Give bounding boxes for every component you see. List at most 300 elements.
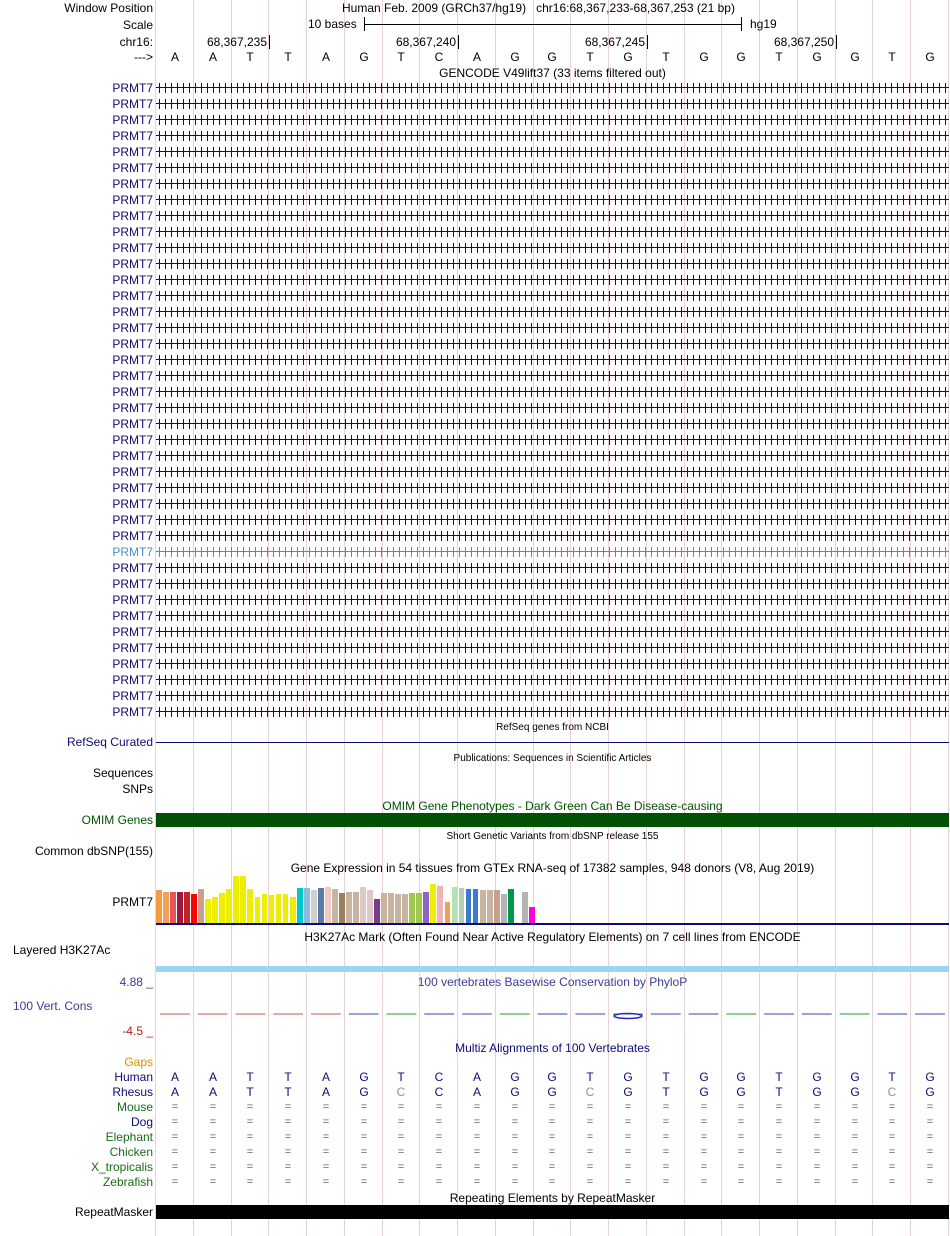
multiz-match-mark: = (775, 1161, 783, 1173)
base-letter: A (321, 50, 330, 64)
gencode-transcript[interactable] (156, 611, 949, 621)
position-text: chr16:68,367,233-68,367,253 (21 bp) (536, 1, 735, 15)
gtex-bar[interactable] (269, 895, 275, 923)
multiz-match-mark: = (662, 1146, 670, 1158)
base-letter: T (586, 50, 594, 64)
multiz-rhesus-base: T (662, 1085, 670, 1099)
gtex-bar[interactable] (177, 892, 183, 923)
gtex-bar[interactable] (226, 889, 232, 923)
gtex-bar[interactable] (163, 892, 169, 923)
scale-bar-right (741, 17, 742, 31)
gencode-transcript-label[interactable]: PRMT7 (112, 273, 153, 287)
multiz-species-label[interactable]: Rhesus (112, 1085, 153, 1099)
multiz-match-mark: = (700, 1101, 708, 1113)
gencode-transcript-label[interactable]: PRMT7 (112, 97, 153, 111)
gencode-transcript-label[interactable]: PRMT7 (112, 289, 153, 303)
gencode-transcript-label[interactable]: PRMT7 (112, 177, 153, 191)
multiz-rhesus-base: G (359, 1085, 369, 1099)
gtex-bar[interactable] (459, 888, 465, 923)
multiz-match-mark: = (435, 1176, 443, 1188)
base-letter: G (359, 50, 369, 64)
multiz-rhesus-base: G (510, 1085, 520, 1099)
gencode-transcript[interactable] (156, 131, 949, 141)
multiz-human-base: G (925, 1070, 935, 1084)
gencode-transcript-label[interactable]: PRMT7 (112, 657, 153, 671)
gencode-transcript[interactable] (156, 195, 949, 205)
multiz-species-label[interactable]: Dog (130, 1115, 153, 1129)
gencode-transcript-label[interactable]: PRMT7 (112, 305, 153, 319)
multiz-match-mark: = (737, 1146, 745, 1158)
gtex-bar[interactable] (297, 888, 303, 923)
gtex-bar[interactable] (515, 892, 521, 923)
gtex-bar[interactable] (198, 889, 204, 923)
dbsnp-title[interactable]: Short Genetic Variants from dbSNP release 155 (446, 831, 659, 842)
gencode-transcript-label[interactable]: PRMT7 (112, 705, 153, 719)
gencode-transcript[interactable] (156, 355, 949, 365)
publications-snps-label[interactable]: SNPs (122, 782, 153, 796)
scale-text: 10 bases (308, 17, 357, 31)
gencode-transcript-label[interactable]: PRMT7 (112, 129, 153, 143)
gencode-transcript[interactable] (156, 563, 949, 573)
gencode-transcript-label[interactable]: PRMT7 (112, 241, 153, 255)
gencode-transcript[interactable] (156, 275, 949, 285)
h3k27ac-label[interactable]: Layered H3K27Ac (13, 943, 111, 957)
multiz-human-base: T (397, 1070, 405, 1084)
repeat-title[interactable]: Repeating Elements by RepeatMasker (449, 1191, 656, 1205)
multiz-match-mark: = (737, 1131, 745, 1143)
refseq-title[interactable]: RefSeq genes from NCBI (496, 722, 609, 733)
gencode-transcript[interactable] (156, 83, 949, 93)
base-letter: T (246, 50, 254, 64)
multiz-species-label[interactable]: Elephant (105, 1130, 153, 1144)
multiz-match-mark: = (473, 1176, 481, 1188)
gencode-transcript-label[interactable]: PRMT7 (112, 481, 153, 495)
multiz-species-label[interactable]: Human (114, 1070, 153, 1084)
repeat-label[interactable]: RepeatMasker (74, 1205, 153, 1219)
multiz-match-mark: = (360, 1146, 368, 1158)
multiz-rhesus-base: T (284, 1085, 292, 1099)
gencode-transcript-label[interactable]: PRMT7 (112, 641, 153, 655)
gtex-bar[interactable] (240, 876, 246, 923)
gencode-transcript-label[interactable]: PRMT7 (112, 465, 153, 479)
gencode-transcript-label[interactable]: PRMT7 (112, 561, 153, 575)
gtex-bar[interactable] (283, 894, 289, 923)
multiz-match-mark: = (775, 1131, 783, 1143)
ruler-tick-mark (836, 35, 837, 49)
multiz-match-mark: = (662, 1176, 670, 1188)
multiz-match-mark: = (511, 1176, 519, 1188)
gtex-bar[interactable] (508, 889, 514, 923)
gencode-transcript-label[interactable]: PRMT7 (112, 193, 153, 207)
gtex-bar[interactable] (325, 887, 331, 923)
multiz-match-mark: = (586, 1176, 594, 1188)
multiz-match-mark: = (246, 1161, 254, 1173)
gtex-bar[interactable] (318, 888, 324, 923)
multiz-match-mark: = (473, 1131, 481, 1143)
gtex-bar[interactable] (360, 887, 366, 923)
gencode-transcript-label[interactable]: PRMT7 (112, 497, 153, 511)
multiz-match-mark: = (586, 1101, 594, 1113)
multiz-match-mark: = (284, 1161, 292, 1173)
multiz-match-mark: = (662, 1101, 670, 1113)
gtex-bar[interactable] (430, 884, 436, 923)
multiz-match-mark: = (511, 1116, 519, 1128)
gencode-transcript[interactable] (156, 691, 949, 701)
gencode-transcript-label[interactable]: PRMT7 (112, 689, 153, 703)
gtex-bar[interactable] (529, 907, 535, 923)
gencode-transcript-label[interactable]: PRMT7 (112, 225, 153, 239)
gencode-transcript-label[interactable]: PRMT7 (112, 529, 153, 543)
gencode-transcript-label[interactable]: PRMT7 (112, 209, 153, 223)
gencode-transcript-label[interactable]: PRMT7 (112, 625, 153, 639)
multiz-species-label[interactable]: Zebrafish (102, 1175, 153, 1189)
multiz-match-mark: = (548, 1146, 556, 1158)
multiz-match-mark: = (813, 1146, 821, 1158)
gtex-bar[interactable] (416, 893, 422, 923)
gencode-transcript[interactable] (156, 179, 949, 189)
multiz-match-mark: = (926, 1176, 934, 1188)
gtex-bar[interactable] (212, 897, 218, 923)
multiz-match-mark: = (813, 1101, 821, 1113)
cons-label[interactable]: 100 Vert. Cons (13, 999, 93, 1013)
multiz-match-mark: = (813, 1161, 821, 1173)
gencode-transcript[interactable] (156, 531, 949, 541)
multiz-human-base: T (662, 1070, 670, 1084)
gencode-transcript[interactable] (156, 403, 949, 413)
multiz-match-mark: = (171, 1161, 179, 1173)
gencode-transcript-label[interactable]: PRMT7 (112, 609, 153, 623)
multiz-match-mark: = (700, 1146, 708, 1158)
gencode-transcript-label[interactable]: PRMT7 (112, 593, 153, 607)
omim-label[interactable]: OMIM Genes (81, 813, 153, 827)
multiz-match-mark: = (888, 1116, 896, 1128)
gtex-bar[interactable] (255, 897, 261, 923)
multiz-match-mark: = (284, 1131, 292, 1143)
gencode-transcript[interactable] (156, 707, 949, 717)
ruler-tick-mark (647, 35, 648, 49)
omim-title[interactable]: OMIM Gene Phenotypes - Dark Green Can Be Disease-causing (382, 799, 723, 813)
gtex-bar[interactable] (346, 892, 352, 923)
multiz-match-mark: = (360, 1101, 368, 1113)
gencode-transcript[interactable] (156, 451, 949, 461)
multiz-match-mark: = (888, 1101, 896, 1113)
multiz-rhesus-base: T (775, 1085, 783, 1099)
gtex-bar[interactable] (395, 894, 401, 923)
multiz-species-label[interactable]: Mouse (116, 1100, 153, 1114)
gtex-bar[interactable] (480, 890, 486, 923)
multiz-match-mark: = (473, 1161, 481, 1173)
multiz-match-mark: = (662, 1161, 670, 1173)
multiz-match-mark: = (624, 1161, 632, 1173)
gtex-bar[interactable] (473, 889, 479, 923)
multiz-match-mark: = (700, 1161, 708, 1173)
multiz-match-mark: = (586, 1146, 594, 1158)
gencode-transcript[interactable] (156, 515, 949, 525)
window-position-label: Window Position (64, 1, 153, 15)
ruler-tick-label: 68,367,250 (773, 35, 834, 49)
gencode-transcript[interactable] (156, 643, 949, 653)
gtex-chart[interactable] (156, 876, 536, 923)
repeat-bar[interactable] (156, 1205, 949, 1219)
gtex-bar[interactable] (332, 889, 338, 923)
multiz-match-mark: = (284, 1116, 292, 1128)
multiz-match-mark: = (926, 1161, 934, 1173)
gencode-transcript-label[interactable]: PRMT7 (112, 161, 153, 175)
multiz-match-mark: = (435, 1116, 443, 1128)
multiz-match-mark: = (586, 1116, 594, 1128)
scale-bar (364, 24, 741, 25)
multiz-match-mark: = (737, 1176, 745, 1188)
multiz-match-mark: = (209, 1176, 217, 1188)
multiz-match-mark: = (926, 1131, 934, 1143)
gencode-transcript[interactable] (156, 339, 949, 349)
multiz-match-mark: = (700, 1116, 708, 1128)
gencode-transcript[interactable] (156, 259, 949, 269)
multiz-match-mark: = (397, 1101, 405, 1113)
gtex-bar[interactable] (262, 894, 268, 923)
gtex-bar[interactable] (205, 899, 211, 923)
multiz-match-mark: = (662, 1116, 670, 1128)
gencode-transcript[interactable] (156, 371, 949, 381)
db-text: hg19 (750, 17, 777, 31)
multiz-species-label[interactable]: Chicken (109, 1145, 153, 1159)
refseq-label[interactable]: RefSeq Curated (66, 735, 153, 749)
gtex-bar[interactable] (184, 892, 190, 923)
gtex-bar[interactable] (445, 902, 451, 923)
gencode-transcript[interactable] (156, 211, 949, 221)
multiz-rhesus-base: G (736, 1085, 746, 1099)
multiz-match-mark: = (360, 1116, 368, 1128)
multiz-match-mark: = (322, 1146, 330, 1158)
multiz-match-mark: = (435, 1146, 443, 1158)
gencode-transcript[interactable] (156, 243, 949, 253)
gencode-transcript[interactable] (156, 483, 949, 493)
multiz-human-base: T (284, 1070, 292, 1084)
gtex-bar[interactable] (402, 894, 408, 923)
publications-title[interactable]: Publications: Sequences in Scientific Articles (453, 753, 652, 764)
publications-sequences-label[interactable]: Sequences (92, 766, 153, 780)
base-letter: A (170, 50, 179, 64)
multiz-match-mark: = (209, 1101, 217, 1113)
h3k27ac-bar[interactable] (156, 966, 949, 972)
multiz-match-mark: = (246, 1146, 254, 1158)
multiz-match-mark: = (548, 1161, 556, 1173)
gtex-bar[interactable] (304, 888, 310, 923)
gencode-title[interactable]: GENCODE V49lift37 (33 items filtered out) (439, 66, 666, 80)
multiz-rhesus-base: A (321, 1085, 330, 1099)
multiz-rhesus-base: G (812, 1085, 822, 1099)
gencode-transcript[interactable] (156, 595, 949, 605)
multiz-rhesus-base: C (585, 1085, 595, 1099)
gencode-transcript-label[interactable]: PRMT7 (112, 321, 153, 335)
multiz-match-mark: = (851, 1146, 859, 1158)
gencode-transcript-label[interactable]: PRMT7 (112, 369, 153, 383)
multiz-match-mark: = (813, 1116, 821, 1128)
base-letter: C (434, 50, 444, 64)
gencode-transcript-label[interactable]: PRMT7 (112, 145, 153, 159)
gtex-bar[interactable] (381, 893, 387, 923)
multiz-match-mark: = (397, 1116, 405, 1128)
gtex-bar[interactable] (388, 893, 394, 923)
gtex-bar[interactable] (276, 894, 282, 923)
cons-graph[interactable] (156, 1006, 949, 1022)
multiz-human-base: G (850, 1070, 860, 1084)
gencode-transcript[interactable] (156, 547, 949, 557)
base-letter: G (736, 50, 746, 64)
multiz-human-base: A (208, 1070, 217, 1084)
gencode-transcript[interactable] (156, 659, 949, 669)
gencode-transcript-label[interactable]: PRMT7 (112, 385, 153, 399)
h3k27ac-title[interactable]: H3K27Ac Mark (Often Found Near Active Regulatory Elements) on 7 cell lines from ENCODE (304, 930, 801, 944)
multiz-match-mark: = (851, 1131, 859, 1143)
gtex-bar[interactable] (219, 893, 225, 923)
multiz-rhesus-base: A (170, 1085, 179, 1099)
gencode-transcript[interactable] (156, 307, 949, 317)
multiz-human-base: T (246, 1070, 254, 1084)
multiz-rhesus-base: G (699, 1085, 709, 1099)
multiz-match-mark: = (435, 1161, 443, 1173)
multiz-match-mark: = (926, 1101, 934, 1113)
multiz-match-mark: = (775, 1176, 783, 1188)
gtex-bar[interactable] (494, 890, 500, 923)
gencode-transcript-label[interactable]: PRMT7 (112, 673, 153, 687)
gencode-transcript[interactable] (156, 627, 949, 637)
gtex-bar[interactable] (290, 897, 296, 923)
gtex-bar[interactable] (170, 892, 176, 923)
base-letter: T (888, 50, 896, 64)
multiz-match-mark: = (171, 1146, 179, 1158)
gtex-title[interactable]: Gene Expression in 54 tissues from GTEx RNA-seq of 17382 samples, 948 donors (V8, Aug 2019) (290, 861, 815, 875)
gencode-transcript[interactable] (156, 99, 949, 109)
multiz-match-mark: = (888, 1131, 896, 1143)
multiz-match-mark: = (435, 1131, 443, 1143)
multiz-title[interactable]: Multiz Alignments of 100 Vertebrates (455, 1041, 650, 1055)
gtex-bar[interactable] (452, 887, 458, 923)
base-letter: G (510, 50, 520, 64)
multiz-match-mark: = (397, 1161, 405, 1173)
gencode-transcript[interactable] (156, 499, 949, 509)
gencode-transcript[interactable] (156, 419, 949, 429)
gencode-transcript[interactable] (156, 291, 949, 301)
multiz-match-mark: = (171, 1116, 179, 1128)
multiz-match-mark: = (360, 1131, 368, 1143)
cons-peak-mark (614, 1014, 642, 1019)
multiz-match-mark: = (662, 1131, 670, 1143)
multiz-match-mark: = (700, 1131, 708, 1143)
gencode-transcript[interactable] (156, 435, 949, 445)
multiz-match-mark: = (624, 1101, 632, 1113)
gtex-bar[interactable] (409, 893, 415, 923)
gencode-transcript-label[interactable]: PRMT7 (112, 449, 153, 463)
multiz-match-mark: = (171, 1131, 179, 1143)
multiz-match-mark: = (851, 1116, 859, 1128)
base-letter: T (775, 50, 783, 64)
multiz-rhesus-base: A (472, 1085, 481, 1099)
gencode-transcript[interactable] (156, 115, 949, 125)
gencode-transcript-label[interactable]: PRMT7 (112, 257, 153, 271)
multiz-match-mark: = (586, 1161, 594, 1173)
gtex-bar[interactable] (522, 892, 528, 923)
gtex-bar[interactable] (487, 890, 493, 923)
gencode-transcript-label[interactable]: PRMT7 (112, 433, 153, 447)
dbsnp-label[interactable]: Common dbSNP(155) (34, 844, 153, 858)
cons-title[interactable]: 100 vertebrates Basewise Conservation by PhyloP (417, 975, 688, 989)
gtex-bar[interactable] (247, 889, 253, 923)
gencode-transcript-label[interactable]: PRMT7 (112, 353, 153, 367)
gencode-transcript-label[interactable]: PRMT7 (112, 81, 153, 95)
gencode-transcript[interactable] (156, 147, 949, 157)
multiz-match-mark: = (360, 1176, 368, 1188)
gtex-bar[interactable] (466, 889, 472, 923)
gencode-transcript[interactable] (156, 387, 949, 397)
multiz-match-mark: = (322, 1116, 330, 1128)
gencode-transcript-label[interactable]: PRMT7 (112, 545, 153, 559)
gtex-bar[interactable] (437, 886, 443, 923)
multiz-match-mark: = (473, 1101, 481, 1113)
multiz-match-mark: = (397, 1146, 405, 1158)
multiz-human-base: G (510, 1070, 520, 1084)
gtex-bar[interactable] (339, 893, 345, 923)
multiz-match-mark: = (888, 1146, 896, 1158)
multiz-match-mark: = (851, 1176, 859, 1188)
ruler-tick-mark (269, 35, 270, 49)
gtex-bar[interactable] (374, 899, 380, 923)
multiz-match-mark: = (813, 1176, 821, 1188)
gencode-transcript-label[interactable]: PRMT7 (112, 513, 153, 527)
gtex-bar[interactable] (367, 890, 373, 923)
multiz-match-mark: = (322, 1101, 330, 1113)
gencode-transcript[interactable] (156, 579, 949, 589)
gtex-bar[interactable] (156, 890, 162, 923)
gencode-transcript-label[interactable]: PRMT7 (112, 113, 153, 127)
gtex-bar[interactable] (353, 892, 359, 923)
gencode-transcript-label[interactable]: PRMT7 (112, 401, 153, 415)
base-letter: A (472, 50, 481, 64)
multiz-match-mark: = (473, 1116, 481, 1128)
gtex-label[interactable]: PRMT7 (112, 895, 153, 909)
multiz-human-base: T (775, 1070, 783, 1084)
refseq-line[interactable] (156, 742, 949, 743)
gtex-bar[interactable] (191, 894, 197, 923)
omim-bar[interactable] (156, 813, 949, 827)
multiz-match-mark: = (209, 1131, 217, 1143)
base-letter: T (662, 50, 670, 64)
base-letter: G (925, 50, 935, 64)
multiz-match-mark: = (171, 1101, 179, 1113)
multiz-rhesus-base: C (887, 1085, 897, 1099)
ruler-tick-label: 68,367,240 (395, 35, 456, 49)
gencode-transcript-label[interactable]: PRMT7 (112, 417, 153, 431)
gtex-bar[interactable] (311, 890, 317, 923)
multiz-match-mark: = (624, 1116, 632, 1128)
multiz-species-label[interactable]: X_tropicalis (90, 1160, 153, 1174)
gencode-transcript[interactable] (156, 675, 949, 685)
gtex-bar[interactable] (233, 876, 239, 923)
gencode-transcript[interactable] (156, 163, 949, 173)
gencode-transcript[interactable] (156, 323, 949, 333)
base-letter: G (699, 50, 709, 64)
gtex-bar[interactable] (501, 894, 507, 923)
multiz-match-mark: = (888, 1176, 896, 1188)
multiz-rhesus-base: A (208, 1085, 217, 1099)
gtex-bar[interactable] (423, 892, 429, 923)
multiz-human-base: A (170, 1070, 179, 1084)
gencode-transcript-label[interactable]: PRMT7 (112, 337, 153, 351)
gencode-transcript[interactable] (156, 227, 949, 237)
gencode-transcript-label[interactable]: PRMT7 (112, 577, 153, 591)
multiz-human-base: A (472, 1070, 481, 1084)
gencode-transcript[interactable] (156, 467, 949, 477)
